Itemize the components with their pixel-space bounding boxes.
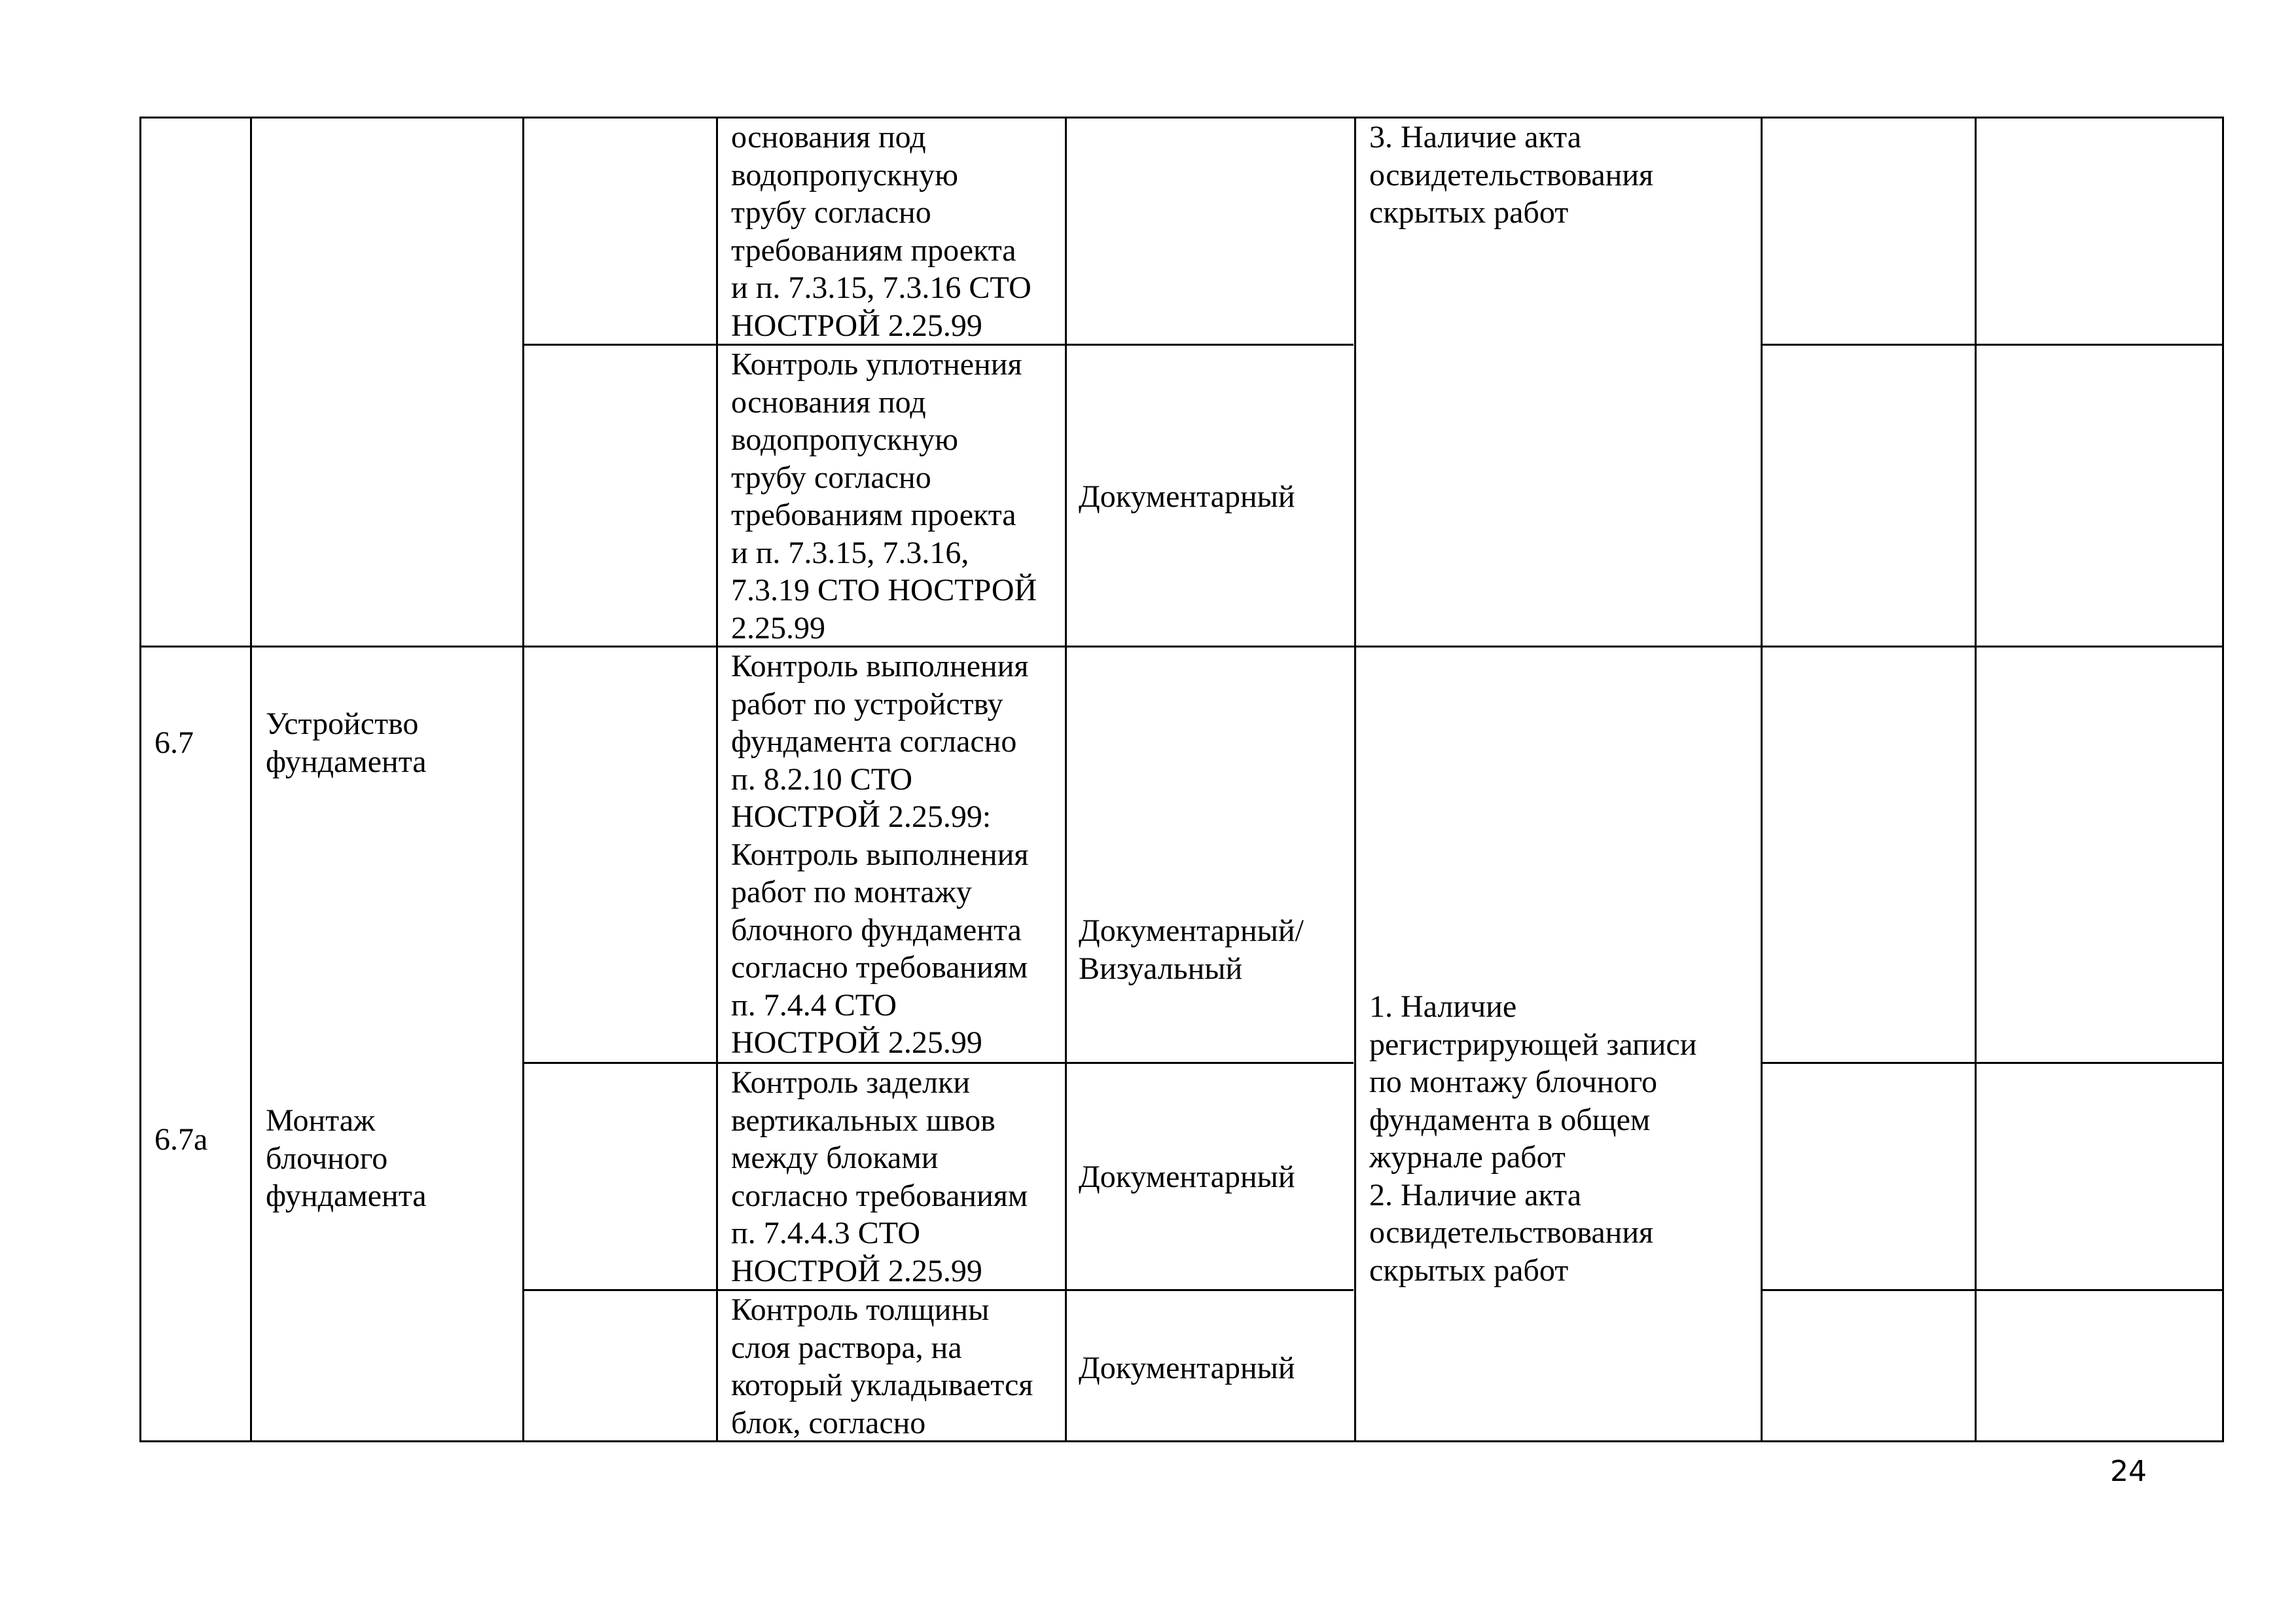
table-rule xyxy=(1761,1062,2224,1064)
stage-name: Устройство фундамента xyxy=(266,706,427,779)
table-rule xyxy=(139,646,2224,647)
page-number: 24 xyxy=(2110,1455,2147,1488)
method-cell: Документарный xyxy=(1079,479,1295,514)
table-rule xyxy=(716,117,718,1442)
table-rule-right xyxy=(2222,117,2224,1442)
criterion-cell: Контроль заделки вертикальных швов между блоками согласно требованиям п. 7.4.4.3 СТО НОСТРОЙ 2.25.99 xyxy=(731,1065,1028,1288)
table-rule xyxy=(522,117,524,1442)
confirmation-cell: 1. Наличие регистрирующей записи по монтажу блочного фундамента в общем журнале работ 2. Наличие акта освидетельствования скрытых работ xyxy=(1369,989,1697,1288)
stage-name: Монтаж блочного фундамента xyxy=(266,1103,427,1213)
table-rule-top xyxy=(139,117,2224,119)
method-cell: Документарный/ Визуальный xyxy=(1079,913,1304,986)
method-cell: Документарный xyxy=(1079,1351,1295,1385)
table-rule xyxy=(1065,117,1067,1442)
table-rule xyxy=(1975,117,1977,1442)
row-number: 6.7а xyxy=(154,1122,208,1157)
method-cell: Документарный xyxy=(1079,1159,1295,1194)
criterion-cell: Контроль толщины слоя раствора, на который укладывается блок, согласно xyxy=(731,1292,1033,1440)
criterion-cell: основания под водопропускную трубу согласно требованиям проекта и п. 7.3.15, 7.3.16 СТО НОСТРОЙ 2.25.99 xyxy=(731,120,1031,343)
table-rule xyxy=(1761,1289,2224,1291)
criterion-cell: Контроль уплотнения основания под водопропускную трубу согласно требованиям проекта и п. 7.3.15, 7.3.16, 7.3.19 СТО НОСТРОЙ 2.25.99 xyxy=(731,347,1037,646)
confirmation-cell: 3. Наличие акта освидетельствования скрытых работ xyxy=(1369,120,1654,230)
table-rule-left xyxy=(139,117,141,1442)
table-rule xyxy=(1761,344,2224,346)
table-rule-bottom xyxy=(139,1440,2224,1442)
table-rule xyxy=(1761,117,1763,1442)
row-number: 6.7 xyxy=(154,725,194,760)
table-rule xyxy=(1354,117,1356,1442)
criterion-cell: Контроль выполнения работ по устройству фундамента согласно п. 8.2.10 СТО НОСТРОЙ 2.25.99: Контроль выполнения работ по монтажу блочного фундамента согласно требованиям п. 7.4.4 СТО НОСТРОЙ 2.25.99 xyxy=(731,649,1029,1060)
table-rule xyxy=(250,117,252,1442)
